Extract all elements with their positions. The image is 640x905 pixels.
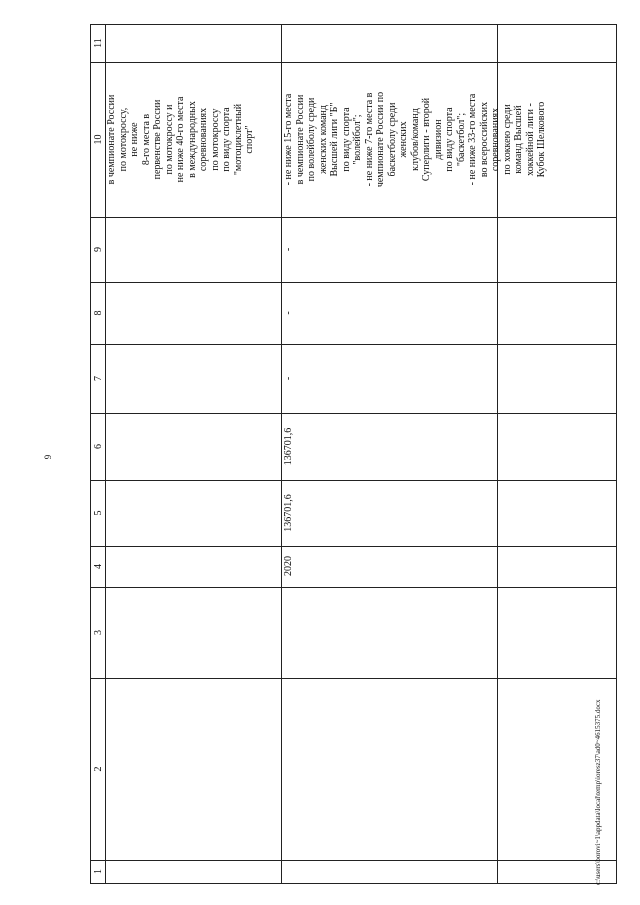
- row2-achievements-line: по хоккею среди: [501, 104, 513, 175]
- col-header-10: 10: [93, 134, 104, 145]
- row2-achievements-line: Высшей лиги "Б": [329, 102, 340, 177]
- col-header-8: 8: [93, 310, 104, 316]
- row2-achievements-cell: [283, 63, 548, 216]
- row2-achievements-line: - не ниже 15-го места: [283, 93, 294, 186]
- row1-achievements-line: по мотокроссу: [209, 108, 221, 171]
- table-border-right: [616, 24, 617, 884]
- row2-achievements-line: баскетболу среди: [386, 102, 398, 177]
- col-divider-4-3: [90, 587, 617, 588]
- row2-achievements-line: Кубок Шелкового: [536, 101, 547, 178]
- col-header-2: 2: [93, 766, 104, 772]
- col-divider-6-5: [90, 480, 617, 481]
- col-divider-8-7: [90, 344, 617, 345]
- row2-achievements-line: хоккейной лиги -: [524, 103, 536, 176]
- row2-achievements-line: по виду спорта: [444, 107, 455, 172]
- row2-achievements-line: соревнованиях: [490, 107, 501, 172]
- row2-col8-cell: -: [283, 311, 294, 315]
- row1-achievements-line: в чемпионате России: [106, 94, 117, 185]
- col-header-3: 3: [93, 630, 104, 635]
- row2-year-cell: 2020: [283, 556, 294, 576]
- col-header-9: 9: [93, 247, 104, 252]
- row2-achievements-line: женских: [398, 121, 409, 158]
- table-border-left: [90, 24, 91, 884]
- col-header-1: 1: [93, 869, 104, 874]
- row2-achievements-line: дивизион: [432, 119, 444, 160]
- row2-achievements-line: команд Высшей: [513, 105, 524, 174]
- row2-achievements-line: - не ниже 33-го места: [467, 93, 478, 186]
- col-divider-9-8: [90, 282, 617, 283]
- row1-achievements-line: не ниже: [129, 122, 140, 157]
- row1-achievements-line: по виду спорта: [221, 107, 232, 172]
- row1-achievements-line: соревнованиях: [198, 107, 209, 172]
- row1-achievements-line: "мотоциклетный: [232, 103, 244, 176]
- footer-file-path: c:\users\borovi~1\appdata\local\temp\ioresz37\ad0~4615375.docx: [594, 699, 602, 885]
- page-number: 9: [43, 454, 53, 460]
- col-header-5: 5: [93, 510, 104, 516]
- row1-achievements-line: не ниже 40-го места: [175, 96, 186, 183]
- row2-achievements-line: клубов/команд: [409, 108, 421, 171]
- row-divider-2: [281, 24, 282, 884]
- row2-achievements-line: по волейболу среди: [306, 97, 317, 182]
- col-header-11: 11: [93, 38, 104, 48]
- table-border-top: [90, 24, 617, 25]
- col-divider-7-6: [90, 413, 617, 414]
- data-table: [90, 24, 617, 884]
- col-header-7: 7: [93, 376, 104, 381]
- row2-achievements-line: "волейбол";: [352, 114, 363, 165]
- row2-achievements-line: во всероссийских: [478, 101, 490, 178]
- col-divider-3-2: [90, 678, 617, 679]
- col-header-4: 4: [93, 564, 104, 569]
- col-header-6: 6: [93, 444, 104, 449]
- row2-achievements-line: в чемпионате России: [294, 94, 306, 185]
- row2-amount-cell: 136701,6: [283, 494, 294, 532]
- row1-achievements-line: 8-го места в: [140, 113, 152, 166]
- row1-achievements-line: по мотокроссу,: [117, 107, 129, 172]
- row1-achievements-line: по мотокроссу и: [163, 104, 175, 175]
- row2-achievements-line: женских команд: [317, 105, 329, 175]
- row2-amount-total-cell: 136701,6: [283, 427, 294, 466]
- row1-achievements-line: в международных: [186, 101, 198, 178]
- row2-achievements-line: чемпионате России по: [375, 91, 386, 188]
- row2-achievements-line: - не ниже 7-го места в: [363, 92, 375, 187]
- row2-achievements-line: "баскетбол";: [455, 112, 467, 167]
- table-border-bottom: [90, 883, 617, 884]
- row2-achievements-line: Суперлиги - второй: [421, 97, 432, 182]
- col-divider-2-1: [90, 860, 617, 861]
- row1-achievements-cell: [106, 63, 256, 216]
- row2-achievements-line: по виду спорта: [340, 107, 352, 172]
- row2-col7-cell: -: [283, 376, 294, 381]
- row1-achievements-line: спорт": [244, 125, 255, 154]
- row1-achievements-line: первенстве России: [152, 99, 163, 180]
- row2-col9-cell: -: [283, 247, 294, 252]
- col-divider-5-4: [90, 546, 617, 547]
- col-divider-10-9: [90, 217, 617, 218]
